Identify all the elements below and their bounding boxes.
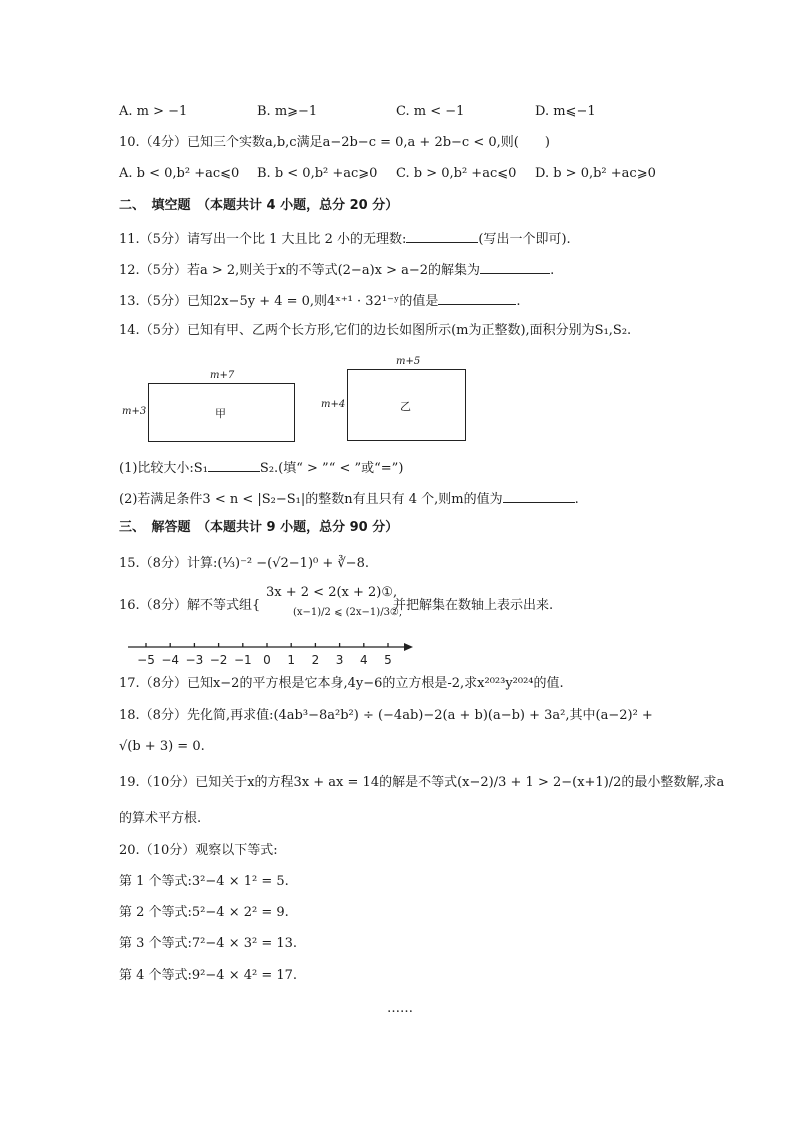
q9-option-b: B. m⩾−1	[257, 104, 318, 119]
number-line-tick-label: −3	[185, 653, 204, 667]
rect-a-side-label: m+3	[122, 406, 147, 417]
number-line-tick-label: −1	[233, 653, 252, 667]
number-line-tick-label: −5	[137, 653, 155, 667]
number-line-tick-label: −4	[161, 653, 180, 667]
q9-option-c: C. m < −1	[396, 104, 465, 119]
q13: 13.（5分）已知2x−5y + 4 = 0,则4ˣ⁺¹ · 32¹⁻ʸ的值是 .	[119, 290, 521, 311]
number-line-tick-label: 4	[359, 653, 368, 667]
number-line-tick-label: 5	[384, 653, 392, 667]
section-answer-title: 三、 解答题 （本题共计 9 小题，总分 90 分）	[119, 520, 399, 535]
q20-equation-1: 第 1 个等式:3²−4 × 1² = 5.	[119, 874, 289, 889]
q10-option-b: B. b < 0,b² +ac⩾0	[257, 166, 378, 181]
rect-a-top-label: m+7	[210, 370, 235, 381]
q16-suffix: 并把解集在数轴上表示出来.	[393, 598, 554, 613]
q20-equation-4: 第 4 个等式:9²−4 × 4² = 17.	[119, 968, 298, 983]
q10-stem: 10.（4分）已知三个实数a,b,c满足a−2b−c = 0,a + 2b−c < 0,则( )	[119, 135, 550, 150]
q13-answer-blank[interactable]	[438, 290, 516, 305]
q14-part2: (2)若满足条件3 < n < |S₂−S₁|的整数n有且只有 4 个,则m的值为 .	[119, 488, 579, 509]
q11: 11.（5分）请写出一个比 1 大且比 2 小的无理数: (写出一个即可).	[119, 228, 571, 249]
q12-answer-blank[interactable]	[480, 259, 550, 274]
q9-option-a: A. m > −1	[119, 104, 188, 119]
q16-inequality-2: (x−1)/2 ⩽ (2x−1)/3②,	[293, 607, 403, 618]
q12: 12.（5分）若a > 2,则关于x的不等式(2−a)x > a−2的解集为 .	[119, 259, 554, 280]
q10-option-c: C. b > 0,b² +ac⩽0	[396, 166, 517, 181]
q9-option-d: D. m⩽−1	[535, 104, 596, 119]
rect-b-name: 乙	[400, 400, 411, 413]
q14-part1-blank[interactable]	[208, 457, 260, 472]
q15: 15.（8分）计算:(⅓)⁻² −(√2−1)⁰ + ∛−8.	[119, 556, 369, 571]
number-line-tick-label: 2	[311, 653, 320, 667]
number-line-tick-label: 1	[287, 653, 296, 667]
q20-equation-2: 第 2 个等式:5²−4 × 2² = 9.	[119, 905, 289, 920]
q16-prefix: 16.（8分）解不等式组{	[119, 598, 261, 613]
number-line-tick-label: 3	[335, 653, 344, 667]
q10-option-a: A. b < 0,b² +ac⩽0	[119, 166, 240, 181]
q14-part2-blank[interactable]	[503, 488, 575, 503]
q14-part1: (1)比较大小:S₁ S₂.(填“ > ”“ < ”或“=”)	[119, 457, 403, 478]
q10-option-d: D. b > 0,b² +ac⩾0	[535, 166, 656, 181]
rect-a-name: 甲	[215, 407, 226, 420]
section-fill-in-title: 二、 填空题 （本题共计 4 小题，总分 20 分）	[119, 198, 399, 213]
q11-answer-blank[interactable]	[406, 228, 478, 243]
number-line	[124, 635, 416, 671]
q19-line1: 19.（10分）已知关于x的方程3x + ax = 14的解是不等式(x−2)/3 + 1 > 2−(x+1)/2的最小整数解,求a	[119, 775, 725, 790]
ellipsis: ……	[387, 1001, 413, 1016]
q20-equation-3: 第 3 个等式:7²−4 × 3² = 13.	[119, 936, 298, 951]
number-line-arrow	[404, 643, 413, 651]
q18-line1: 18.（8分）先化简,再求值:(4ab³−8a²b²) ÷ (−4ab)−2(a + b)(a−b) + 3a²,其中(a−2)² +	[119, 708, 653, 723]
q20-stem: 20.（10分）观察以下等式:	[119, 843, 278, 858]
q14-stem: 14.（5分）已知有甲、乙两个长方形,它们的边长如图所示(m为正整数),面积分别为S₁,S₂.	[119, 323, 632, 338]
q17: 17.（8分）已知x−2的平方根是它本身,4y−6的立方根是-2,求x²⁰²³y²⁰²⁴的值.	[119, 676, 564, 691]
q16-inequality-1: 3x + 2 < 2(x + 2)①,	[266, 585, 398, 600]
rectangle-a	[148, 383, 295, 442]
rect-b-side-label: m+4	[321, 399, 346, 410]
number-line-tick-label: 0	[263, 653, 271, 667]
rect-b-top-label: m+5	[396, 356, 421, 367]
rectangle-b	[347, 369, 466, 441]
q19-line2: 的算术平方根.	[119, 811, 202, 826]
q18-line2: √(b + 3) = 0.	[119, 739, 205, 754]
number-line-tick-label: −2	[209, 653, 228, 667]
